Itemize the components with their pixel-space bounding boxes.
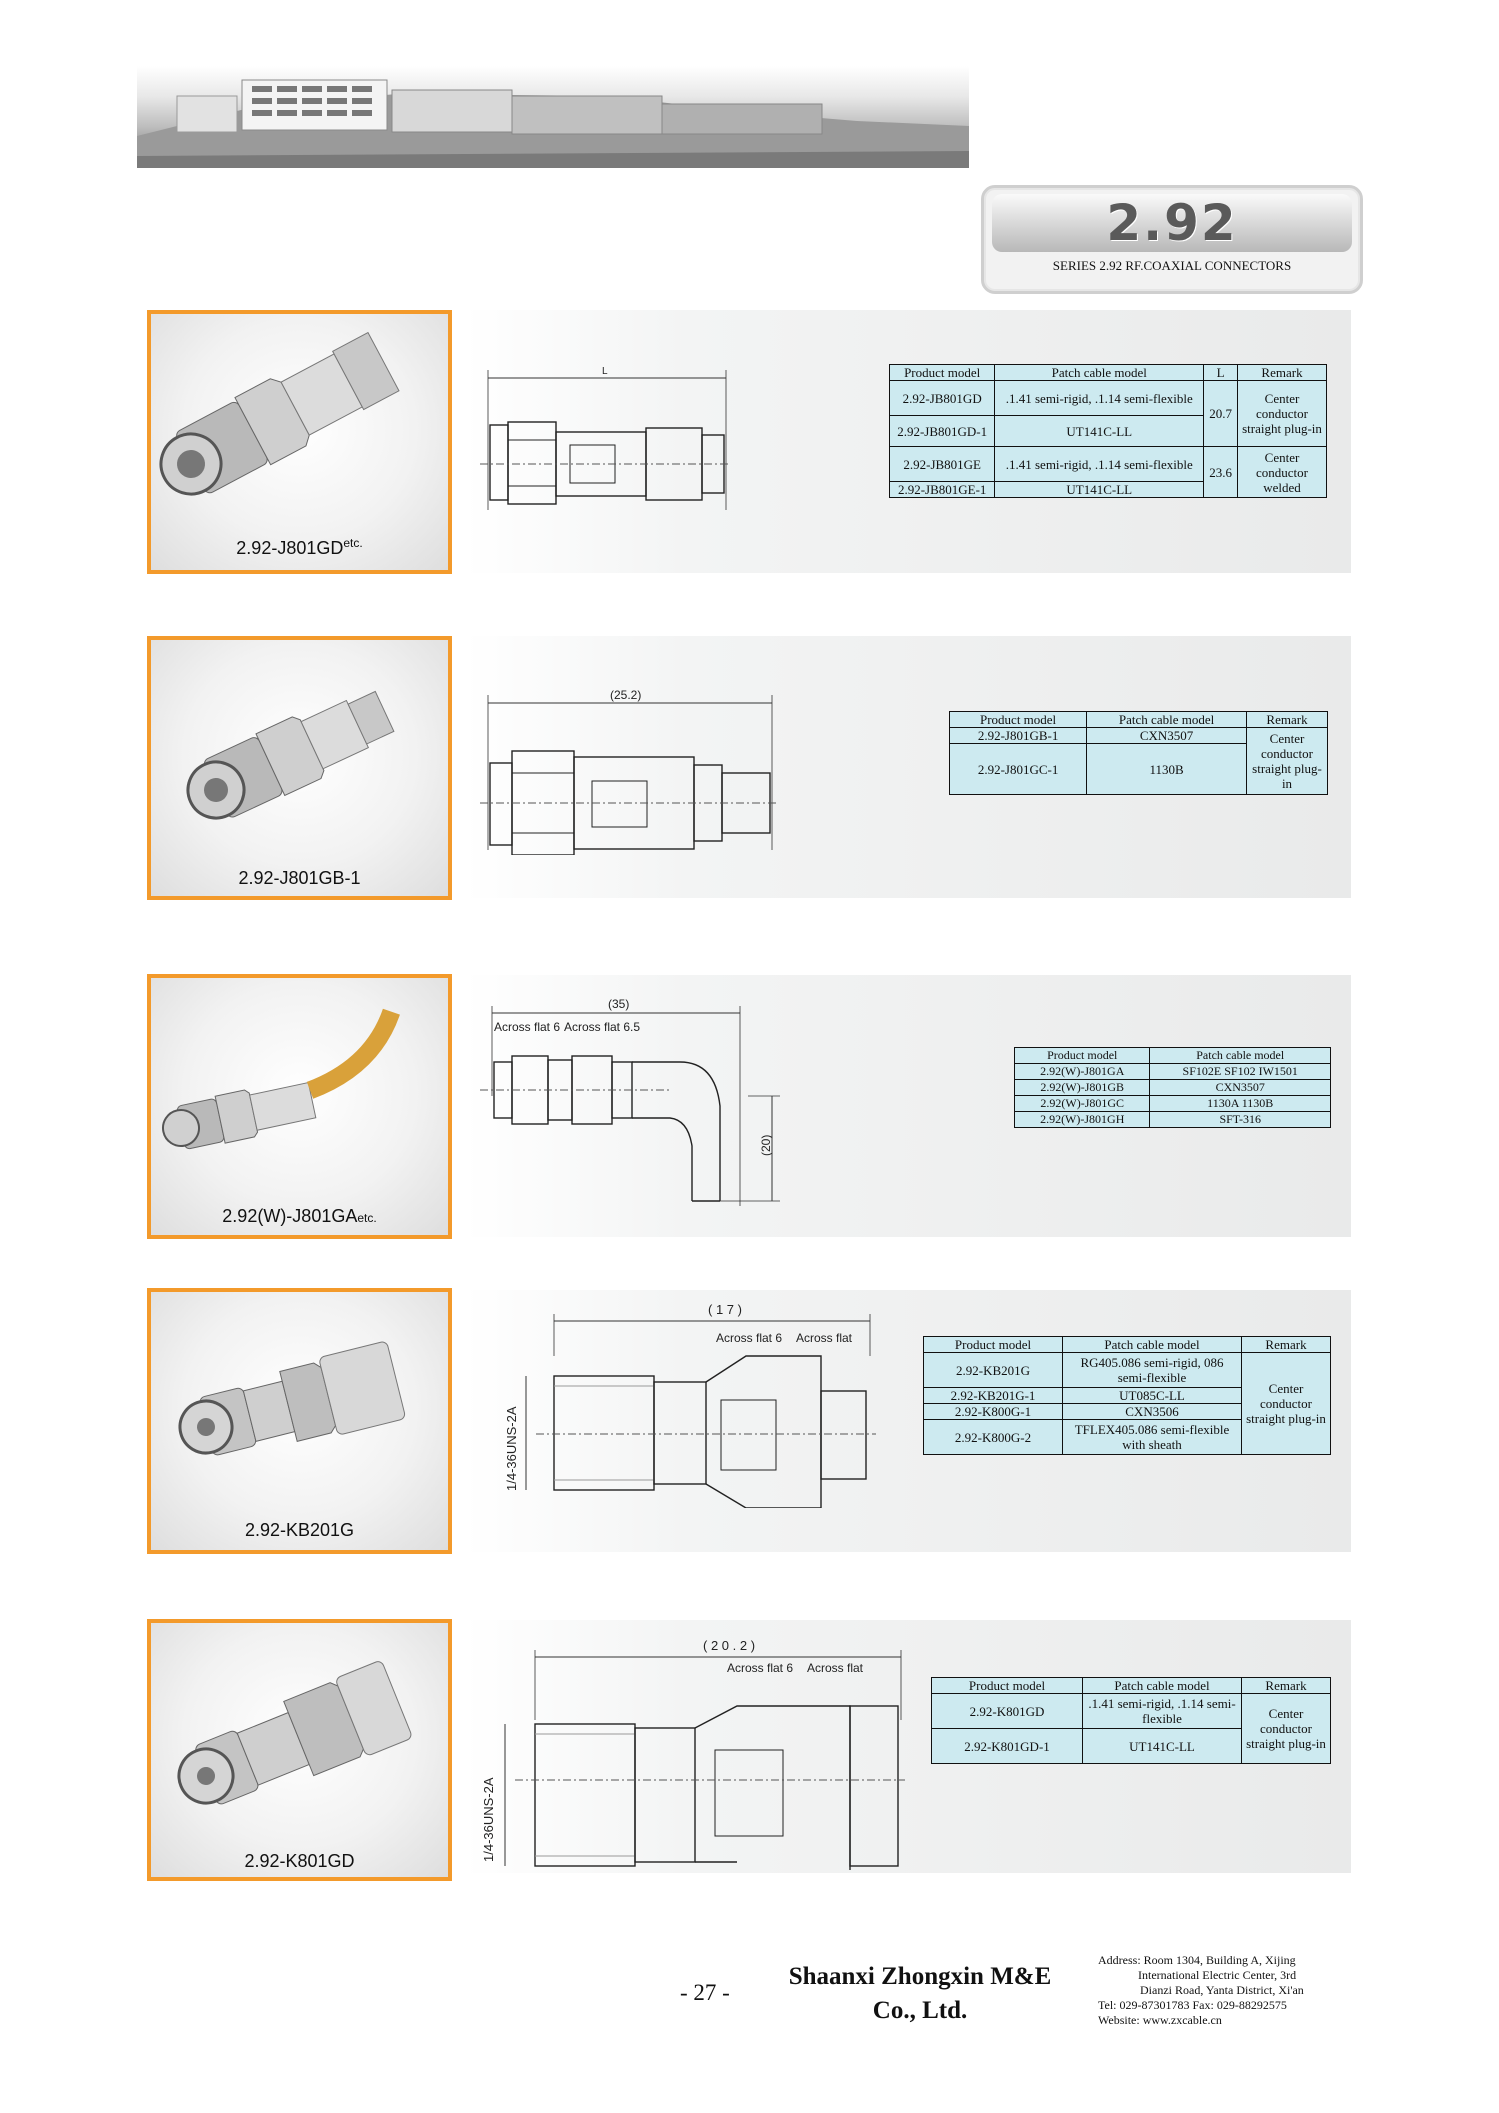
cell-model: 2.92-J801GB-1: [950, 728, 1087, 744]
col-header-patch-cable: Patch cable model: [1087, 712, 1247, 728]
cell-remark: Center conductor welded: [1238, 447, 1327, 498]
across-flat-2: Across flat: [796, 1331, 853, 1345]
table-header-row: [890, 365, 1327, 381]
col-header-L: L: [1204, 365, 1238, 381]
cell-model: 2.92-K801GD-1: [932, 1729, 1083, 1764]
cell-model: 2.92-JB801GD-1: [890, 416, 995, 447]
cell-model: 2.92(W)-J801GC: [1015, 1096, 1150, 1112]
table-row: [890, 381, 1327, 416]
cell-cable: .1.41 semi-rigid, .1.14 semi-flexible: [1083, 1694, 1242, 1729]
col-header-patch-cable: Patch cable model: [1083, 1678, 1242, 1694]
photo-caption: 2.92-J801GB-1: [238, 868, 361, 888]
technical-drawing-5: [475, 1630, 915, 1870]
cell-cable: 1130B: [1087, 744, 1247, 795]
cell-cable: RG405.086 semi-rigid, 086 semi-flexible: [1063, 1353, 1242, 1388]
table-row: [932, 1694, 1331, 1729]
dimension-length: ( 2 0 . 2 ): [703, 1638, 756, 1653]
connector-image: [151, 1631, 448, 1851]
cell-L: 23.6: [1204, 447, 1238, 498]
across-flat-1: Across flat 6: [716, 1331, 783, 1345]
col-header-patch-cable: Patch cable model: [1063, 1337, 1242, 1353]
product-photo-1: [147, 310, 452, 574]
table-row: [1015, 1096, 1331, 1112]
photo-caption-suffix: etc.: [343, 536, 363, 550]
across-flat-2: Across flat: [807, 1661, 864, 1675]
cell-cable: .1.41 semi-rigid, .1.14 semi-flexible: [995, 447, 1204, 482]
table-row: [890, 447, 1327, 482]
company-name: [770, 1960, 1070, 2028]
table-header-row: [950, 712, 1328, 728]
photo-caption: 2.92(W)-J801GA: [222, 1206, 358, 1226]
spec-table-5: [931, 1677, 1331, 1764]
table-row: [950, 728, 1328, 744]
table-row: [1015, 1112, 1331, 1128]
cell-cable: .1.41 semi-rigid, .1.14 semi-flexible: [995, 381, 1204, 416]
company-name-line2: Co., Ltd.: [872, 1997, 968, 2024]
connector-image: [151, 988, 448, 1208]
series-number: 2.92: [1106, 194, 1238, 252]
col-header-patch-cable: Patch cable model: [1150, 1048, 1331, 1064]
cell-cable: UT141C-LL: [1083, 1729, 1242, 1764]
dimension-L: L: [602, 366, 608, 377]
photo-caption: 2.92-KB201G: [244, 1520, 355, 1540]
header-banner-image: [137, 66, 969, 168]
series-subtitle: SERIES 2.92 RF.COAXIAL CONNECTORS: [1052, 258, 1292, 273]
table-row: [1015, 1080, 1331, 1096]
table-header-row: [1015, 1048, 1331, 1064]
company-name-line1: Shaanxi Zhongxin M&E: [788, 1963, 1052, 1990]
col-header-patch-cable: Patch cable model: [995, 365, 1204, 381]
cell-model: 2.92(W)-J801GB: [1015, 1080, 1150, 1096]
across-flat-1: Across flat 6: [727, 1661, 794, 1675]
across-flat-1: Across flat 6: [494, 1020, 561, 1034]
spec-table-4: [923, 1336, 1331, 1455]
table-row: [924, 1353, 1331, 1388]
cell-model: 2.92-JB801GD: [890, 381, 995, 416]
series-title-box: [981, 185, 1363, 294]
address-line: International Electric Center, 3rd: [1138, 1968, 1297, 1982]
dimension-length: ( 1 7 ): [708, 1302, 742, 1317]
spec-table-1: [889, 364, 1327, 498]
cell-model: 2.92-K801GD: [932, 1694, 1083, 1729]
photo-caption: 2.92-K801GD: [244, 1851, 355, 1871]
thread-spec: 1/4-36UNS-2A: [481, 1777, 496, 1862]
cell-cable: CXN3506: [1063, 1404, 1242, 1420]
technical-drawing-4: [496, 1296, 896, 1508]
cell-cable: CXN3507: [1150, 1080, 1331, 1096]
technical-drawing-2: [480, 685, 780, 855]
cell-model: 2.92-J801GC-1: [950, 744, 1087, 795]
cell-remark: Center conductor straight plug-in: [1238, 381, 1327, 447]
cell-model: 2.92-K800G-1: [924, 1404, 1063, 1420]
thread-spec: 1/4-36UNS-2A: [504, 1406, 519, 1491]
cell-remark: Center conductor straight plug-in: [1247, 728, 1328, 795]
col-header-product-model: Product model: [1015, 1048, 1150, 1064]
cell-cable: TFLEX405.086 semi-flexible with sheath: [1063, 1420, 1242, 1455]
col-header-remark: Remark: [1242, 1678, 1331, 1694]
cell-cable: 1130A 1130B: [1150, 1096, 1331, 1112]
cell-cable: SFT-316: [1150, 1112, 1331, 1128]
col-header-remark: Remark: [1238, 365, 1327, 381]
cell-cable: UT141C-LL: [995, 482, 1204, 498]
table-header-row: [932, 1678, 1331, 1694]
connector-image: [151, 324, 448, 544]
cell-model: 2.92(W)-J801GH: [1015, 1112, 1150, 1128]
website-line: Website: www.zxcable.cn: [1098, 2013, 1222, 2027]
col-header-product-model: Product model: [950, 712, 1087, 728]
cell-L: 20.7: [1204, 381, 1238, 447]
dimension-length: (25.2): [610, 688, 642, 702]
photo-caption-suffix: etc.: [357, 1211, 377, 1225]
product-photo-4: [147, 1288, 452, 1554]
spec-table-3: [1014, 1047, 1331, 1128]
dimension-length: (35): [608, 997, 630, 1011]
cell-model: 2.92-JB801GE-1: [890, 482, 995, 498]
cell-model: 2.92-KB201G: [924, 1353, 1063, 1388]
photo-caption: 2.92-J801GD: [236, 538, 344, 558]
col-header-remark: Remark: [1242, 1337, 1331, 1353]
spec-table-2: [949, 711, 1328, 795]
technical-drawing-1: [480, 360, 740, 520]
cell-remark: Center conductor straight plug-in: [1242, 1353, 1331, 1455]
contact-line: Tel: 029-87301783 Fax: 029-88292575: [1098, 1998, 1287, 2012]
col-header-remark: Remark: [1247, 712, 1328, 728]
across-flat-2: Across flat 6.5: [564, 1020, 641, 1034]
address-line: Dianzi Road, Yanta District, Xi'an: [1140, 1983, 1304, 1997]
cell-cable: CXN3507: [1087, 728, 1247, 744]
cell-cable: SF102E SF102 IW1501: [1150, 1064, 1331, 1080]
col-header-product-model: Product model: [932, 1678, 1083, 1694]
col-header-product-model: Product model: [924, 1337, 1063, 1353]
company-address: [1098, 1953, 1338, 2028]
address-line: Address: Room 1304, Building A, Xijing: [1098, 1953, 1296, 1967]
table-header-row: [924, 1337, 1331, 1353]
dimension-height: (20): [759, 1134, 773, 1156]
cell-cable: UT141C-LL: [995, 416, 1204, 447]
col-header-product-model: Product model: [890, 365, 995, 381]
technical-drawing-3: [480, 996, 810, 1211]
connector-image: [151, 1302, 448, 1522]
cell-cable: UT085C-LL: [1063, 1388, 1242, 1404]
page-number: - 27 -: [680, 1980, 730, 2005]
cell-model: 2.92-K800G-2: [924, 1420, 1063, 1455]
table-row: [1015, 1064, 1331, 1080]
product-photo-2: [147, 636, 452, 900]
cell-model: 2.92(W)-J801GA: [1015, 1064, 1150, 1080]
cell-model: 2.92-KB201G-1: [924, 1388, 1063, 1404]
cell-model: 2.92-JB801GE: [890, 447, 995, 482]
product-photo-5: [147, 1619, 452, 1881]
connector-image: [151, 650, 448, 870]
cell-remark: Center conductor straight plug-in: [1242, 1694, 1331, 1764]
product-photo-3: [147, 974, 452, 1239]
